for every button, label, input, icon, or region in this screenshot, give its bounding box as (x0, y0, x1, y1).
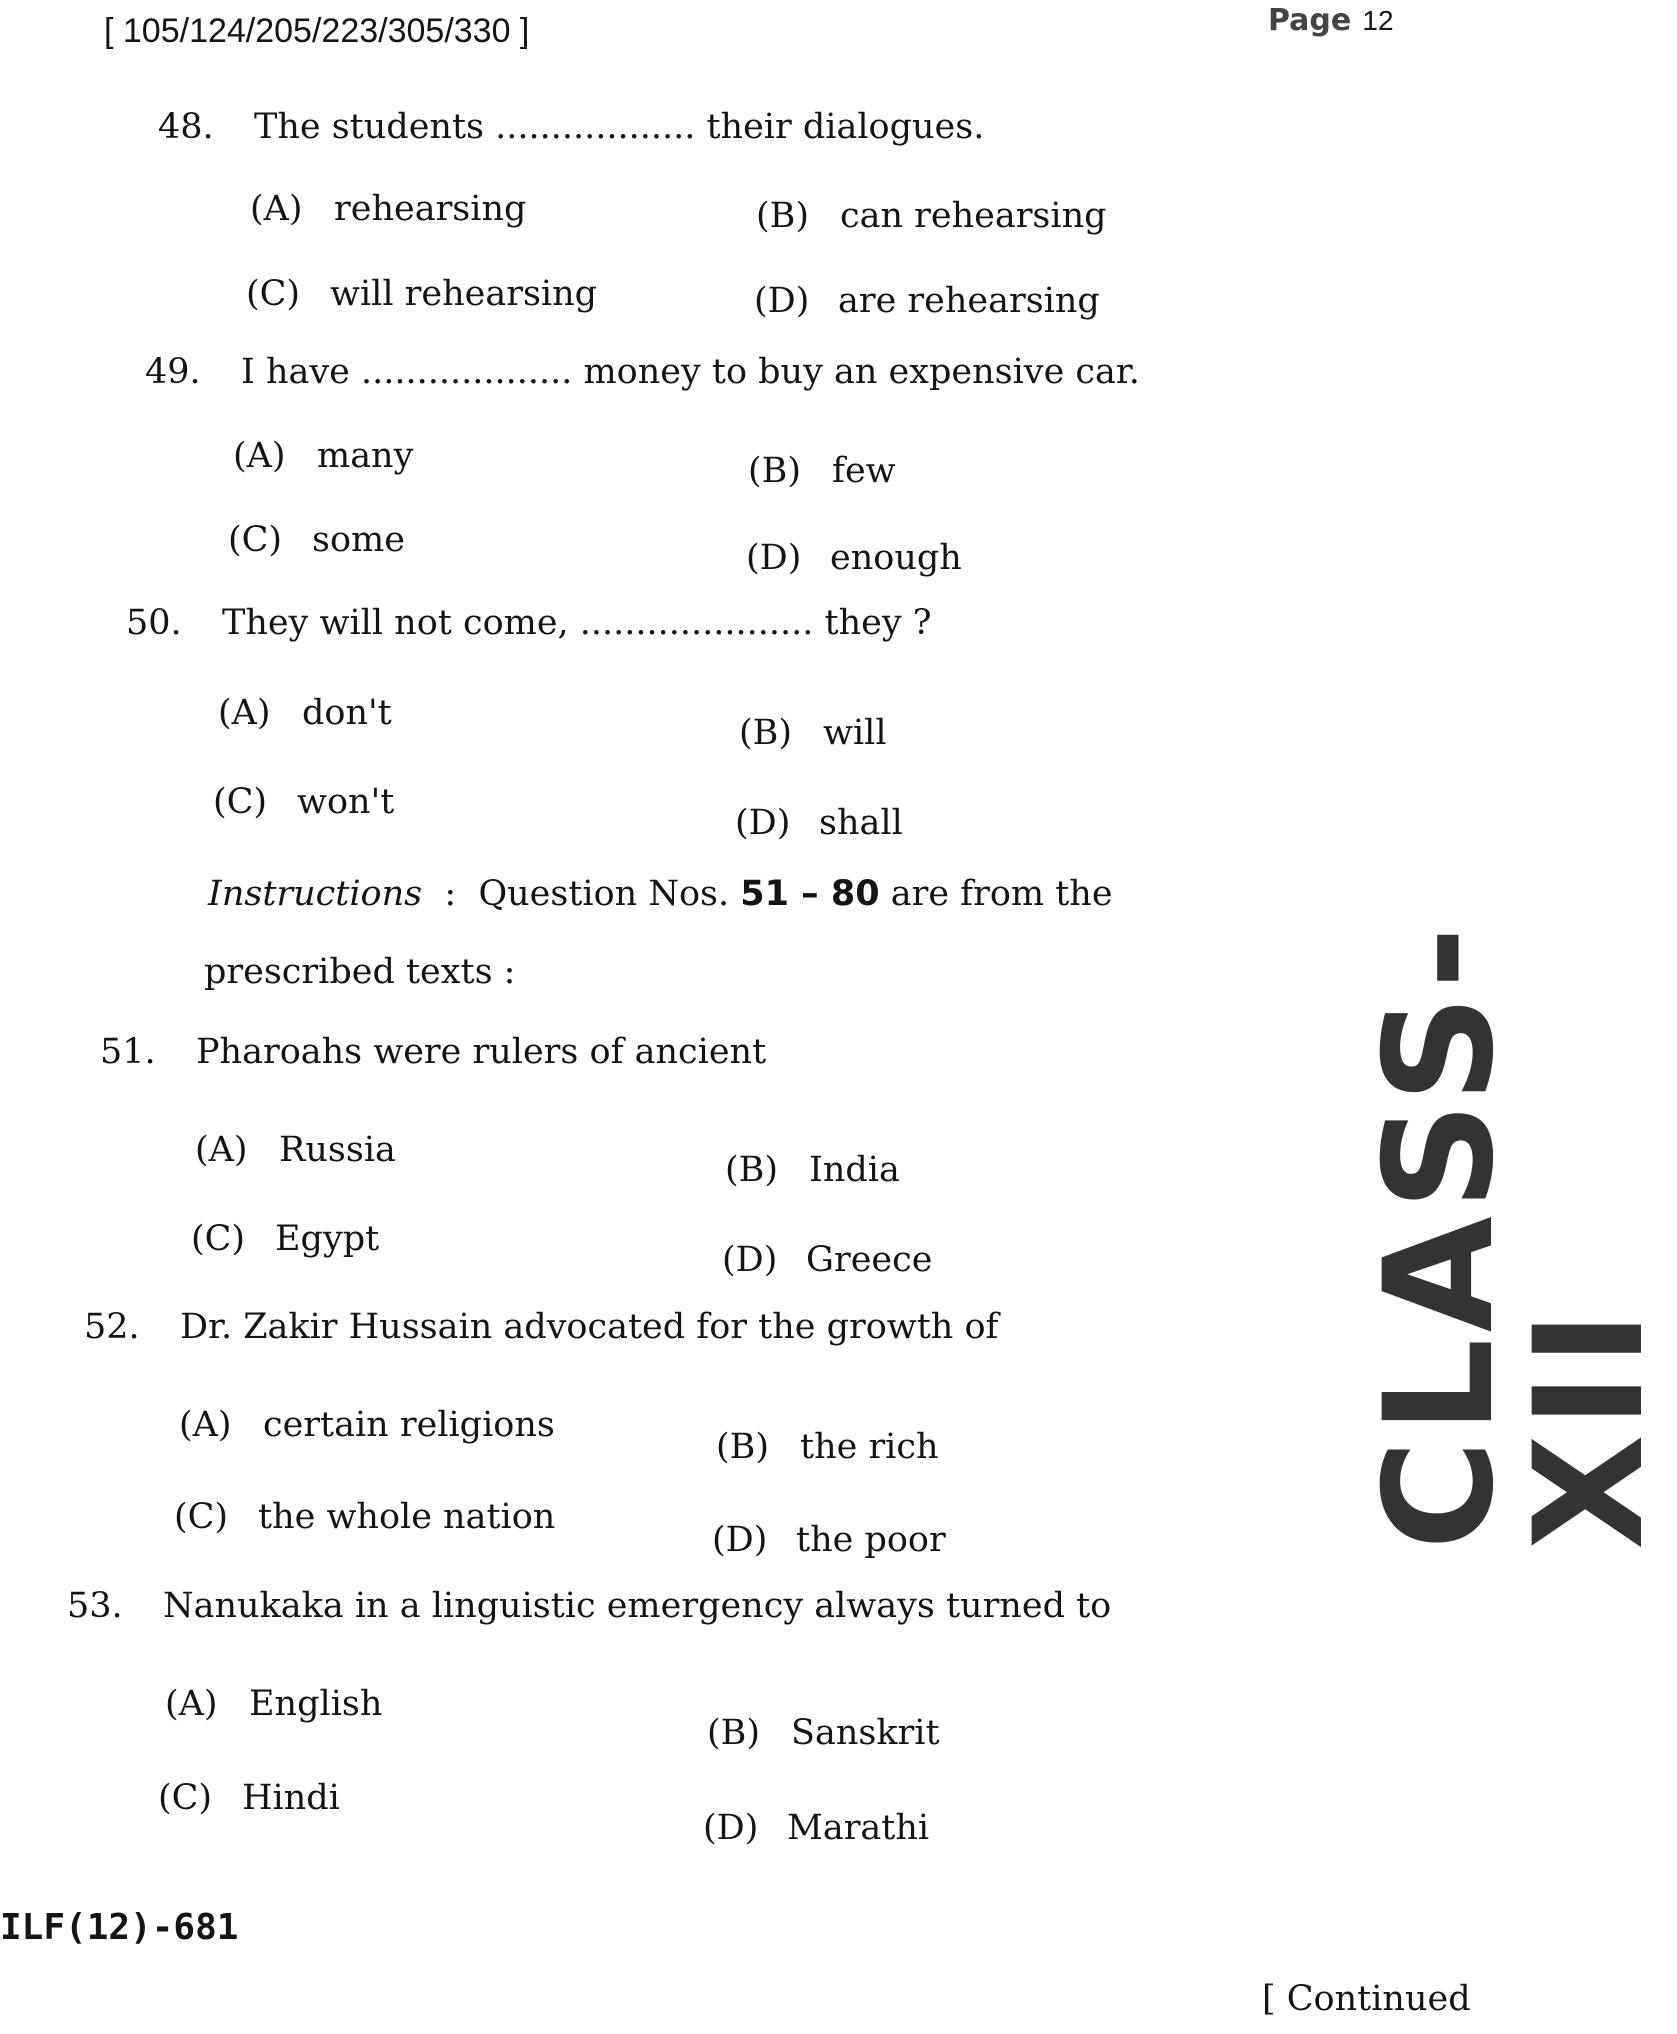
option-letter: (D) (746, 538, 802, 578)
option-text: don't (302, 693, 392, 733)
option (712, 1520, 946, 1560)
option-text: few (832, 451, 896, 491)
option (250, 189, 527, 229)
instr-range: 51 – 80 (740, 874, 880, 914)
option (228, 520, 405, 560)
option-letter: (D) (735, 803, 791, 843)
option-text: the rich (800, 1427, 939, 1467)
page-num: 12 (1362, 5, 1394, 36)
question-number: 50. (126, 603, 182, 643)
option (158, 1778, 340, 1818)
option-text: won't (297, 782, 395, 822)
option-text: are rehearsing (838, 281, 1100, 321)
option-letter: (B) (756, 196, 810, 236)
option-text: enough (830, 538, 962, 578)
option-letter: (A) (165, 1684, 218, 1724)
question-number: 48. (158, 107, 214, 147)
option (746, 538, 962, 578)
option-letter: (A) (195, 1130, 248, 1170)
option (213, 782, 395, 822)
option-text: the whole nation (258, 1497, 556, 1537)
instructions-line1 (208, 874, 1113, 914)
instr-text2: are from the (890, 874, 1113, 914)
option-letter: (D) (703, 1808, 759, 1848)
option-letter: (A) (233, 436, 286, 476)
question-3 (100, 1032, 767, 1072)
page-number (1268, 2, 1394, 37)
option-text: English (249, 1684, 383, 1724)
option (756, 196, 1107, 236)
option-letter: (B) (716, 1427, 770, 1467)
question-stem: I have ................... money to buy an expensive car. (241, 352, 1140, 392)
option-text: the poor (796, 1520, 946, 1560)
option-text: many (317, 436, 414, 476)
continued-label: [ Continued (1262, 1979, 1471, 2019)
option-text: will rehearsing (330, 274, 598, 314)
option (716, 1427, 939, 1467)
option (703, 1808, 930, 1848)
option (195, 1130, 396, 1170)
question-stem: Dr. Zakir Hussain advocated for the growth of (180, 1307, 999, 1347)
question-1 (145, 352, 1140, 392)
option-letter: (C) (228, 520, 283, 560)
option-text: can rehearsing (840, 196, 1107, 236)
option-text: Egypt (275, 1219, 380, 1259)
option (191, 1219, 380, 1259)
option-text: Hindi (242, 1778, 340, 1818)
question-2 (126, 603, 932, 643)
question-number: 51. (100, 1032, 156, 1072)
question-number: 49. (145, 352, 201, 392)
option-letter: (C) (174, 1497, 229, 1537)
option-text: Marathi (787, 1808, 930, 1848)
option (233, 436, 414, 476)
question-0 (158, 107, 985, 147)
option-text: Russia (279, 1130, 396, 1170)
option-letter: (A) (218, 693, 271, 733)
option (748, 451, 896, 491)
option (707, 1713, 940, 1753)
option (754, 281, 1100, 321)
question-4 (84, 1307, 999, 1347)
option (165, 1684, 383, 1724)
page-label: Page (1268, 3, 1352, 38)
option-letter: (C) (213, 782, 268, 822)
option-letter: (B) (739, 713, 793, 753)
option (174, 1497, 556, 1537)
option-letter: (D) (712, 1520, 768, 1560)
instructions-line2: prescribed texts : (204, 952, 516, 992)
option-text: Greece (806, 1240, 933, 1280)
instr-text1: Question Nos. (478, 874, 730, 914)
option-letter: (D) (754, 281, 810, 321)
instructions-label: Instructions (208, 874, 423, 914)
option-text: certain religions (263, 1405, 555, 1445)
option-letter: (B) (748, 451, 802, 491)
question-stem: The students .................. their dialogues. (254, 107, 985, 147)
option (725, 1150, 900, 1190)
question-5 (67, 1586, 1112, 1626)
option-text: rehearsing (334, 189, 527, 229)
question-stem: Nanukaka in a linguistic emergency always turned to (163, 1586, 1112, 1626)
option (722, 1240, 933, 1280)
option-letter: (C) (246, 274, 301, 314)
option-text: Sanskrit (791, 1713, 940, 1753)
option (246, 274, 598, 314)
footer-code: ILF(12)-681 (0, 1907, 239, 1948)
option-letter: (B) (725, 1150, 779, 1190)
option (218, 693, 392, 733)
question-number: 52. (84, 1307, 140, 1347)
option (739, 713, 887, 753)
watermark: CLASS-XII (1353, 920, 1677, 1550)
option-letter: (A) (250, 189, 303, 229)
option-text: some (312, 520, 405, 560)
option-text: shall (819, 803, 903, 843)
option-letter: (C) (191, 1219, 246, 1259)
question-number: 53. (67, 1586, 123, 1626)
option-text: India (809, 1150, 900, 1190)
question-stem: Pharoahs were rulers of ancient (196, 1032, 767, 1072)
option (179, 1405, 555, 1445)
option-letter: (C) (158, 1778, 213, 1818)
option-letter: (B) (707, 1713, 761, 1753)
option-letter: (A) (179, 1405, 232, 1445)
colon: : (444, 874, 457, 914)
paper-codes: [ 105/124/205/223/305/330 ] (104, 12, 530, 50)
option-letter: (D) (722, 1240, 778, 1280)
option (735, 803, 903, 843)
question-stem: They will not come, ..................... they ? (222, 603, 932, 643)
option-text: will (823, 713, 887, 753)
